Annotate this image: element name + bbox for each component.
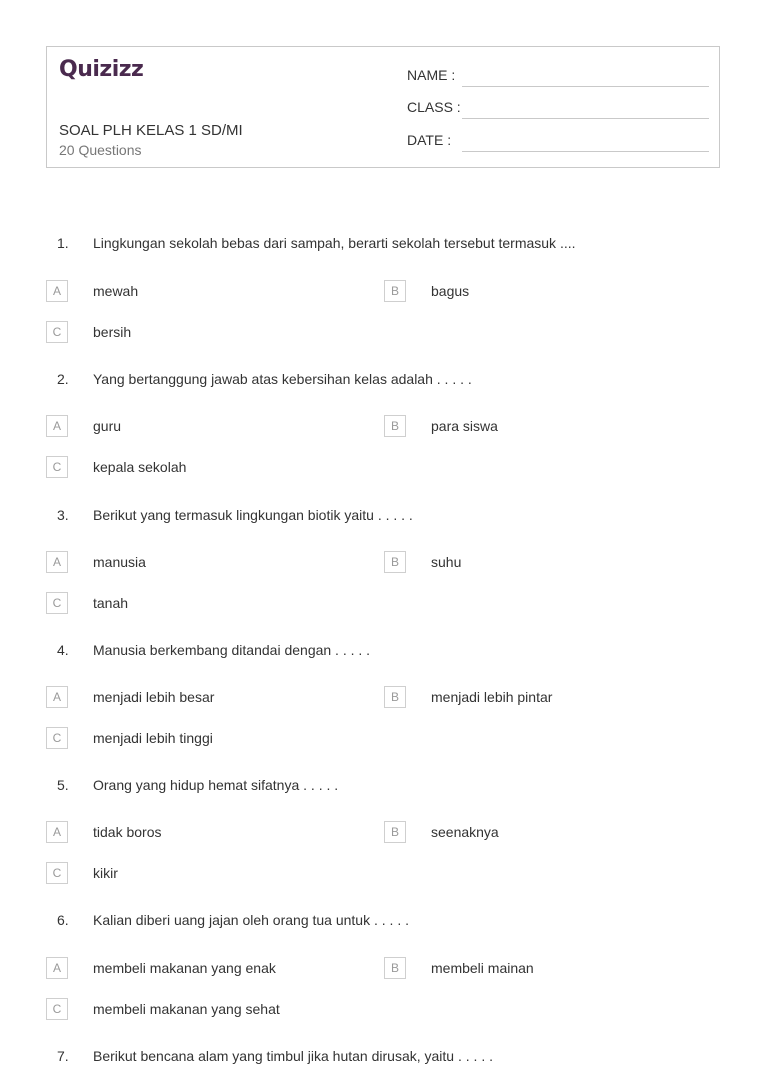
question-number: 7. xyxy=(57,1048,69,1064)
option-text-a: guru xyxy=(93,418,122,434)
option-text-a: manusia xyxy=(93,554,146,570)
question-number: 5. xyxy=(57,777,69,793)
option-box-b[interactable]: B xyxy=(384,821,406,843)
option-text-b: suhu xyxy=(431,554,462,570)
question-text: Manusia berkembang ditandai dengan . . . . . xyxy=(93,642,371,658)
question-text: Berikut yang termasuk lingkungan biotik yaitu . . . . . xyxy=(93,507,413,523)
question-count: 20 Questions xyxy=(59,142,142,158)
option-text-c: menjadi lebih tinggi xyxy=(93,730,213,746)
option-text-b: membeli mainan xyxy=(431,960,534,976)
option-text-b: bagus xyxy=(431,283,470,299)
option-box-a[interactable]: A xyxy=(46,280,68,302)
date-line xyxy=(462,151,709,152)
option-box-c[interactable]: C xyxy=(46,456,68,478)
option-box-b[interactable]: B xyxy=(384,280,406,302)
option-text-a: tidak boros xyxy=(93,824,162,840)
option-box-b[interactable]: B xyxy=(384,957,406,979)
name-field xyxy=(407,67,707,87)
date-label: DATE : xyxy=(407,132,452,148)
option-box-a[interactable]: A xyxy=(46,957,68,979)
option-box-b[interactable]: B xyxy=(384,415,406,437)
option-box-c[interactable]: C xyxy=(46,998,68,1020)
class-field xyxy=(407,99,707,119)
option-text-a: mewah xyxy=(93,283,139,299)
option-box-a[interactable]: A xyxy=(46,551,68,573)
option-text-b: menjadi lebih pintar xyxy=(431,689,553,705)
name-line xyxy=(462,86,709,87)
quizizz-logo: Quizizz xyxy=(59,57,144,82)
class-label: CLASS : xyxy=(407,99,461,115)
question-text: Lingkungan sekolah bebas dari sampah, berarti sekolah tersebut termasuk .... xyxy=(93,235,576,251)
question-number: 3. xyxy=(57,507,69,523)
question-number: 1. xyxy=(57,235,69,251)
class-line xyxy=(462,118,709,119)
option-box-a[interactable]: A xyxy=(46,821,68,843)
option-text-c: tanah xyxy=(93,595,129,611)
question-text: Orang yang hidup hemat sifatnya . . . . . xyxy=(93,777,339,793)
option-text-c: membeli makanan yang sehat xyxy=(93,1001,280,1017)
option-text-a: menjadi lebih besar xyxy=(93,689,215,705)
option-box-c[interactable]: C xyxy=(46,592,68,614)
date-field xyxy=(407,132,707,152)
option-box-b[interactable]: B xyxy=(384,686,406,708)
option-box-c[interactable]: C xyxy=(46,727,68,749)
option-text-c: kepala sekolah xyxy=(93,459,187,475)
question-text: Kalian diberi uang jajan oleh orang tua untuk . . . . . xyxy=(93,912,409,928)
option-box-c[interactable]: C xyxy=(46,321,68,343)
question-number: 4. xyxy=(57,642,69,658)
option-text-c: bersih xyxy=(93,324,132,340)
worksheet-title: SOAL PLH KELAS 1 SD/MI xyxy=(59,122,243,139)
name-label: NAME : xyxy=(407,67,456,83)
option-box-c[interactable]: C xyxy=(46,862,68,884)
question-text: Yang bertanggung jawab atas kebersihan kelas adalah . . . . . xyxy=(93,371,472,387)
option-text-a: membeli makanan yang enak xyxy=(93,960,276,976)
question-number: 6. xyxy=(57,912,69,928)
option-box-b[interactable]: B xyxy=(384,551,406,573)
option-text-c: kikir xyxy=(93,865,118,881)
question-number: 2. xyxy=(57,371,69,387)
worksheet-header xyxy=(46,46,720,168)
option-box-a[interactable]: A xyxy=(46,686,68,708)
option-text-b: seenaknya xyxy=(431,824,499,840)
option-text-b: para siswa xyxy=(431,418,498,434)
question-text: Berikut bencana alam yang timbul jika hutan dirusak, yaitu . . . . . xyxy=(93,1048,493,1064)
option-box-a[interactable]: A xyxy=(46,415,68,437)
